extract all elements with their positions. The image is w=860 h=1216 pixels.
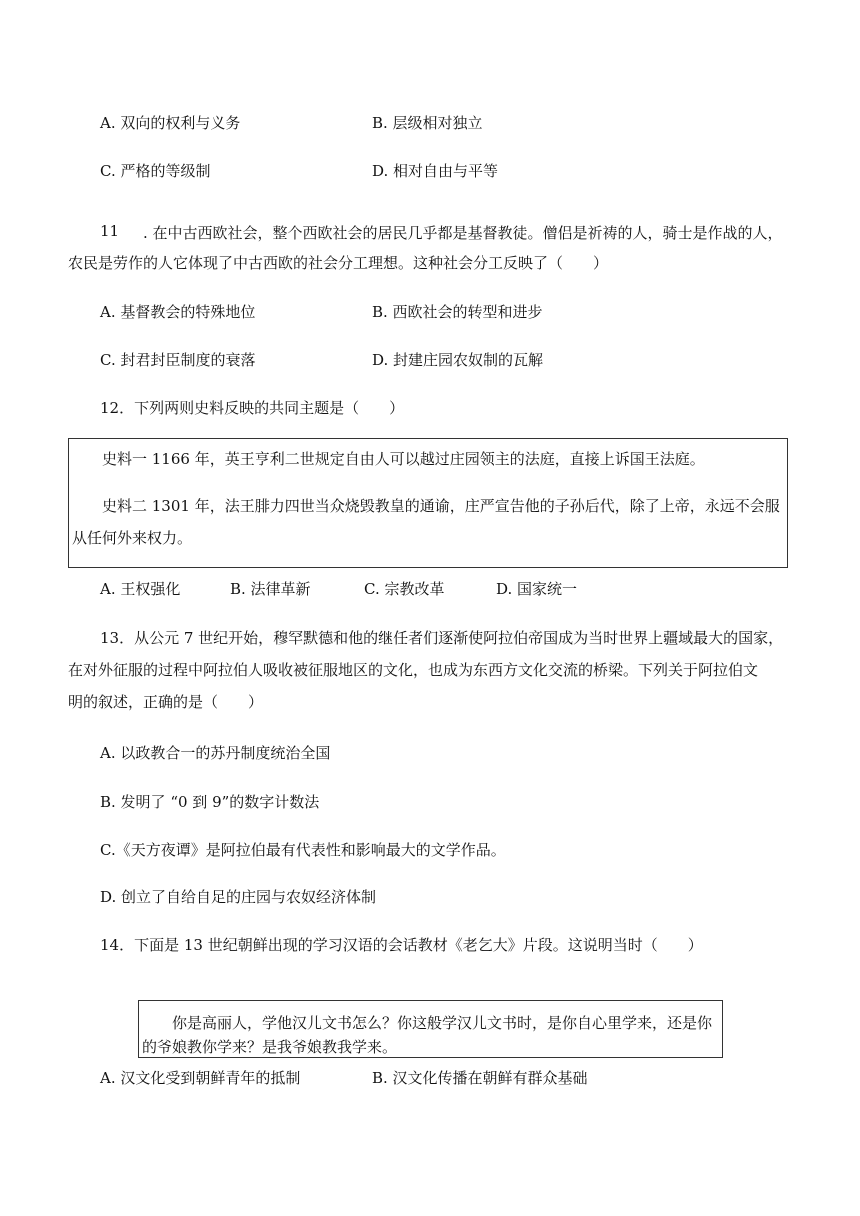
q14-option-b: B. 汉文化传播在朝鲜有群众基础 [372,1069,588,1087]
q14-quote-line1: 你是高丽人，学他汉儿文书怎么？你这般学汉儿文书时，是你自心里学来，还是你 [172,1014,713,1032]
q11-option-d: D. 封建庄园农奴制的瓦解 [372,351,544,369]
q12-source2-line1: 史料二 1301 年，法王腓力四世当众烧毁教皇的通谕，庄严宣告他的子孙后代，除了上帝，永远不会服 [102,497,780,515]
q10-option-b: B. 层级相对独立 [372,114,483,132]
q11-option-b: B. 西欧社会的转型和进步 [372,303,543,321]
q10-option-a: A. 双向的权利与义务 [100,114,241,132]
q12-stem: 12．下列两则史料反映的共同主题是（ ） [100,399,405,417]
q12-option-b: B. 法律革新 [230,580,311,598]
q12-source1: 史料一 1166 年，英王亨利二世规定自由人可以越过庄园领主的法庭，直接上诉国王法庭。 [102,450,705,468]
q11-stem-line1: . 在中古西欧社会，整个西欧社会的居民几乎都是基督教徒。僧侣是祈祷的人，骑士是作战的人， [143,224,783,242]
q12-option-d: D. 国家统一 [496,580,578,598]
q13-option-b: B. 发明了 “0 到 9”的数字计数法 [100,793,320,811]
q11-option-c: C. 封君封臣制度的衰落 [100,351,256,369]
q13-option-a: A. 以政教合一的苏丹制度统治全国 [100,744,331,762]
q13-option-c: C.《天方夜谭》是阿拉伯最有代表性和影响最大的文学作品。 [100,841,506,859]
q11-stem-line2: 农民是劳作的人它体现了中古西欧的社会分工理想。这种社会分工反映了（ ） [68,254,609,272]
q11-number: 11 [100,222,120,240]
q10-option-c: C. 严格的等级制 [100,162,211,180]
q14-quote-line2: 的爷娘教你学来？是我爷娘教我学来。 [142,1038,398,1056]
q12-source2-line2: 从任何外来权力。 [72,529,193,547]
q14-stem: 14．下面是 13 世纪朝鲜出现的学习汉语的会话教材《老乞大》片段。这说明当时（ ） [100,936,703,954]
q12-option-a: A. 王权强化 [100,580,181,598]
q11-option-a: A. 基督教会的特殊地位 [100,303,256,321]
q12-option-c: C. 宗教改革 [364,580,445,598]
q14-option-a: A. 汉文化受到朝鲜青年的抵制 [100,1069,301,1087]
q13-option-d: D. 创立了自给自足的庄园与农奴经济体制 [100,888,377,906]
q13-stem-line2: 在对外征服的过程中阿拉伯人吸收被征服地区的文化，也成为东西方文化交流的桥梁。下列关于阿拉伯文 [68,661,759,679]
q10-option-d: D. 相对自由与平等 [372,162,499,180]
q13-stem-line1: 13．从公元 7 世纪开始，穆罕默德和他的继任者们逐渐使阿拉伯帝国成为当时世界上疆域最大的国家， [100,629,784,647]
q13-stem-line3: 明的叙述，正确的是（ ） [68,693,264,711]
